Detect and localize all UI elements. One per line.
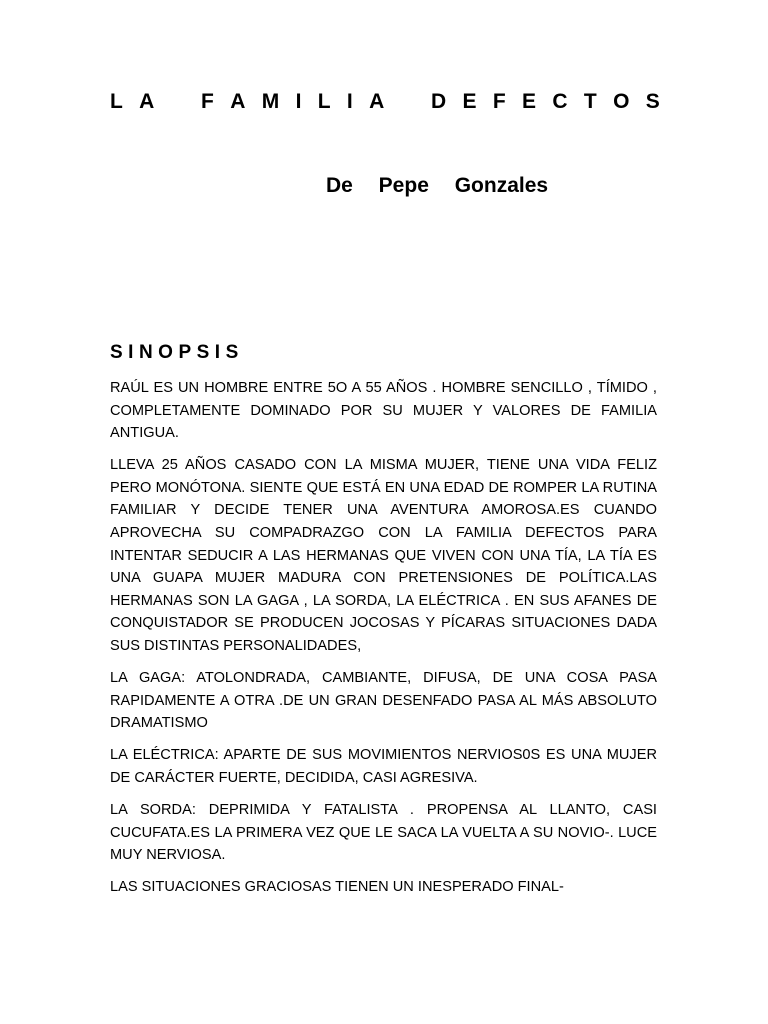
synopsis-paragraph: RAÚL ES UN HOMBRE ENTRE 5O A 55 AÑOS . HOMBRE SENCILLO , TÍMIDO , COMPLETAMENTE DOMINADO POR SU MUJER Y VALORES DE FAMILIA ANTIGUA. bbox=[110, 380, 657, 442]
title-letter: A bbox=[139, 90, 155, 113]
title-letter: M bbox=[261, 90, 280, 113]
title-letter: O bbox=[613, 90, 630, 113]
title-letter: F bbox=[492, 90, 506, 113]
title-letter: A bbox=[230, 90, 246, 113]
title-letter: A bbox=[369, 90, 385, 113]
section-heading-sinopsis: SINOPSIS bbox=[110, 342, 244, 363]
title-letter: L bbox=[110, 90, 123, 113]
document-title bbox=[110, 88, 660, 116]
title-letter: F bbox=[201, 90, 214, 113]
title-letter: C bbox=[552, 90, 568, 113]
author-line: De Pepe Gonzales bbox=[326, 174, 549, 197]
synopsis-paragraph: LAS SITUACIONES GRACIOSAS TIENEN UN INESPERADO FINAL- bbox=[110, 879, 564, 896]
title-letter: E bbox=[462, 90, 477, 113]
title-letter: I bbox=[295, 90, 302, 113]
synopsis-paragraph: LA GAGA: ATOLONDRADA, CAMBIANTE, DIFUSA, DE UNA COSA PASA RAPIDAMENTE A OTRA .DE UN GRAN DESENFADO PASA AL MÁS ABSOLUTO DRAMATISMO bbox=[110, 670, 657, 732]
synopsis-paragraph: LA SORDA: DEPRIMIDA Y FATALISTA . PROPENSA AL LLANTO, CASI CUCUFATA.ES LA PRIMERA VEZ QUE LE SACA LA VUELTA A SU NOVIO-. LUCE MUY NERVIOSA. bbox=[110, 802, 657, 864]
synopsis-paragraph: LLEVA 25 AÑOS CASADO CON LA MISMA MUJER, TIENE UNA VIDA FELIZ PERO MONÓTONA. SIENTE QUE ESTÁ EN UNA EDAD DE ROMPER LA RUTINA FAMILIAR Y DECIDE TENER UNA AVENTURA AMOROSA.ES CUANDO APROVECHA SU COMPADRAZGO CON LA FAMILIA DEFECTOS PARA INTENTAR SEDUCIR A LAS HERMANAS QUE VIVEN CON UNA TÍA, LA TÍA ES UNA GUAPA MUJER MADURA CON PRETENSIONES DE POLÍTICA.LAS HERMANAS SON LA GAGA , LA SORDA, LA ELÉCTRICA . EN SUS AFANES DE CONQUISTADOR SE PRODUCEN JOCOSAS Y PÍCARAS SITUACIONES DADA SUS DISTINTAS PERSONALIDADES, bbox=[110, 457, 657, 655]
title-letter: I bbox=[346, 90, 353, 113]
title-letter: E bbox=[522, 90, 537, 113]
title-letter: D bbox=[430, 90, 447, 113]
title-letter: S bbox=[645, 90, 660, 113]
synopsis-paragraph: LA ELÉCTRICA: APARTE DE SUS MOVIMIENTOS NERVIOS0S ES UNA MUJER DE CARÁCTER FUERTE, DECIDIDA, CASI AGRESIVA. bbox=[110, 747, 657, 786]
synopsis-body bbox=[110, 377, 657, 908]
title-letter: L bbox=[317, 90, 331, 113]
title-letter: T bbox=[583, 90, 597, 113]
